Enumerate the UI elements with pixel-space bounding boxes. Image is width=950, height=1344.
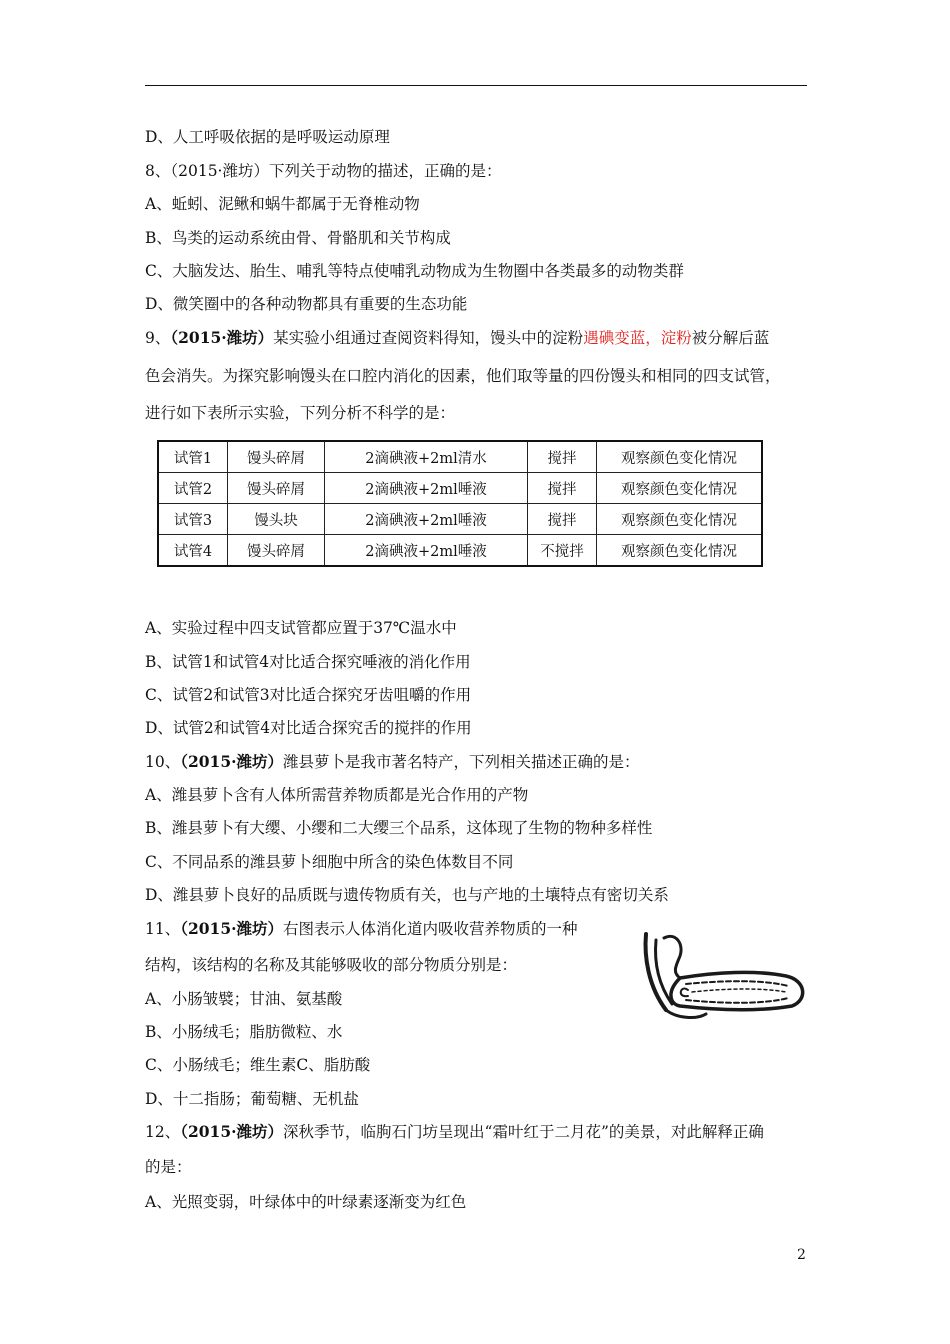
question-8-option-c: C、大脑发达、胎生、哺乳等特点使哺乳动物成为生物圈中各类最多的动物类群 (145, 262, 684, 280)
q12-number: 12、 (145, 1123, 181, 1141)
table-cell: 搅拌 (528, 473, 597, 504)
question-10-option-c: C、不同品系的潍县萝卜细胞中所含的染色体数目不同 (145, 853, 514, 871)
table-cell: 搅拌 (528, 504, 597, 535)
table-cell: 观察颜色变化情况 (597, 473, 763, 504)
question-9-option-a: A、实验过程中四支试管都应置于37℃温水中 (145, 619, 457, 637)
table-cell: 试管2 (158, 473, 228, 504)
q9-text-a: 某实验小组通过查阅资料得知，馒头中的淀粉 (273, 329, 584, 347)
table-cell: 馒头碎屑 (228, 535, 325, 567)
q11-text: 右图表示人体消化道内吸收营养物质的一种 (283, 920, 578, 938)
question-9-line2: 色会消失。为探究影响馒头在口腔内消化的因素，他们取等量的四份馒头和相同的四支试管， (145, 367, 781, 385)
table-cell: 2滴碘液+2ml唾液 (325, 504, 528, 535)
table-cell: 馒头碎屑 (228, 441, 325, 473)
table-cell: 观察颜色变化情况 (597, 504, 763, 535)
table-cell: 2滴碘液+2ml清水 (325, 441, 528, 473)
q9-text-red: 遇碘变蓝，淀粉 (583, 329, 692, 347)
intestinal-villus-figure (636, 926, 811, 1026)
page-number: 2 (797, 1247, 806, 1263)
table-cell: 2滴碘液+2ml唾液 (325, 473, 528, 504)
q9-number: 9、 (145, 329, 171, 347)
q10-source: （2015·潍坊） (180, 752, 284, 771)
question-9-line3: 进行如下表所示实验，下列分析不科学的是： (145, 404, 456, 422)
table-row (158, 441, 762, 473)
experiment-table (157, 440, 763, 567)
question-11-option-a: A、小肠皱襞；甘油、氨基酸 (145, 990, 343, 1008)
q12-source: （2015·潍坊） (180, 1122, 284, 1141)
table-cell: 馒头碎屑 (228, 473, 325, 504)
q10-number: 10、 (145, 753, 181, 771)
question-8-stem (145, 161, 502, 181)
table-cell: 试管4 (158, 535, 228, 567)
question-8-option-b: B、鸟类的运动系统由骨、骨骼肌和关节构成 (145, 229, 451, 247)
header-rule (145, 85, 807, 86)
q9-text-b: 被分解后蓝 (691, 329, 770, 347)
q8-text: 8、（2015·潍坊）下列关于动物的描述，正确的是： (145, 162, 502, 180)
question-12-option-a: A、光照变弱，叶绿体中的叶绿素逐渐变为红色 (145, 1193, 467, 1211)
q9-source: （2015·潍坊） (170, 328, 274, 347)
question-11-line2: 结构，该结构的名称及其能够吸收的部分物质分别是： (145, 956, 518, 974)
q11-source: （2015·潍坊） (180, 919, 284, 938)
question-11-option-c: C、小肠绒毛；维生素C、脂肪酸 (145, 1056, 371, 1074)
question-9-stem (145, 328, 769, 348)
table-row (158, 504, 762, 535)
table-cell: 2滴碘液+2ml唾液 (325, 535, 528, 567)
question-10-option-a: A、潍县萝卜含有人体所需营养物质都是光合作用的产物 (145, 786, 529, 804)
question-10-stem (145, 752, 640, 772)
question-12-line2: 的是： (145, 1158, 192, 1176)
question-9-option-b: B、试管1和试管4对比适合探究唾液的消化作用 (145, 653, 471, 671)
question-8-option-a: A、蚯蚓、泥鳅和蜗牛都属于无脊椎动物 (145, 195, 420, 213)
question-11-option-b: B、小肠绒毛；脂肪微粒、水 (145, 1023, 343, 1041)
table-cell: 试管3 (158, 504, 228, 535)
table-cell: 试管1 (158, 441, 228, 473)
q10-text: 潍县萝卜是我市著名特产，下列相关描述正确的是： (283, 753, 640, 771)
table-cell: 观察颜色变化情况 (597, 535, 763, 567)
question-11-stem (145, 919, 578, 939)
question-9-option-d: D、试管2和试管4对比适合探究舌的搅拌的作用 (145, 719, 472, 737)
question-7-option-d: D、人工呼吸依据的是呼吸运动原理 (145, 128, 390, 146)
question-12-stem (145, 1122, 764, 1142)
table-row (158, 473, 762, 504)
question-10-option-d: D、潍县萝卜良好的品质既与遗传物质有关，也与产地的土壤特点有密切关系 (145, 886, 669, 904)
q11-number: 11、 (145, 920, 181, 938)
q12-text: 深秋季节，临朐石门坊呈现出“霜叶红于二月花”的美景，对此解释正确 (283, 1123, 764, 1141)
question-11-option-d: D、十二指肠；葡萄糖、无机盐 (145, 1090, 359, 1108)
question-8-option-d: D、微笑圈中的各种动物都具有重要的生态功能 (145, 295, 468, 313)
table-cell: 搅拌 (528, 441, 597, 473)
table-cell: 不搅拌 (528, 535, 597, 567)
table-row (158, 535, 762, 567)
question-10-option-b: B、潍县萝卜有大缨、小缨和二大缨三个品系，这体现了生物的物种多样性 (145, 819, 653, 837)
question-9-option-c: C、试管2和试管3对比适合探究牙齿咀嚼的作用 (145, 686, 472, 704)
table-cell: 馒头块 (228, 504, 325, 535)
table-cell: 观察颜色变化情况 (597, 441, 763, 473)
